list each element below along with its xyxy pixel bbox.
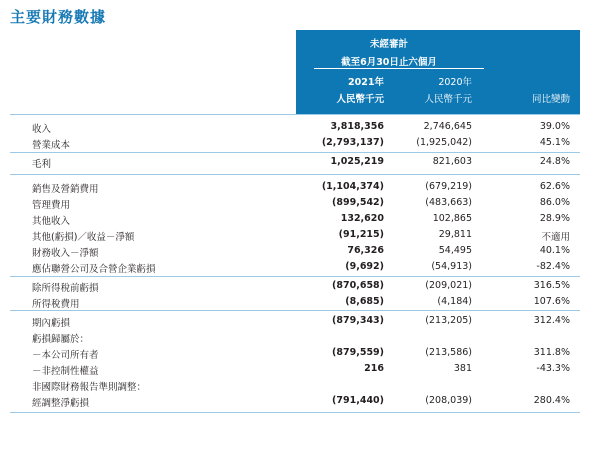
- value-change: 39.0%: [539, 121, 570, 132]
- table-row: [10, 294, 580, 310]
- header-year-2020: 2020年: [438, 77, 472, 88]
- header-change: 同比變動: [531, 94, 570, 105]
- row-label: 除所得稅前虧損: [32, 283, 99, 294]
- value-2020: (1,925,042): [416, 137, 472, 148]
- table-divider: [10, 310, 580, 311]
- value-2020: (209,021): [425, 280, 472, 291]
- value-2021: 76,326: [347, 245, 384, 256]
- value-change: 311.8%: [533, 347, 570, 358]
- table-row: [10, 211, 580, 227]
- table-header: [296, 30, 580, 114]
- value-2020: (208,039): [425, 395, 472, 406]
- header-year-2021: 2021年: [348, 77, 384, 88]
- row-label: －非控制性權益: [32, 366, 99, 377]
- row-label: 管理費用: [32, 200, 71, 211]
- row-label: 其他(虧損)／收益－淨額: [32, 232, 135, 243]
- table-divider: [10, 174, 580, 175]
- table-row: [10, 243, 580, 259]
- value-2021: 1,025,219: [330, 156, 384, 167]
- value-2020: 381: [453, 363, 472, 374]
- value-change: 24.8%: [539, 156, 570, 167]
- value-change: 86.0%: [539, 197, 570, 208]
- row-label: 財務收入－淨額: [32, 248, 99, 259]
- row-label: 營業成本: [32, 140, 71, 151]
- value-2020: (54,913): [431, 261, 472, 272]
- value-2021: 216: [364, 363, 384, 374]
- row-label: 收入: [32, 124, 52, 135]
- header-currency-2020: 人民幣千元: [424, 94, 472, 105]
- value-2020: (213,586): [425, 347, 472, 358]
- table-row: [10, 259, 580, 275]
- value-2021: (8,685): [345, 296, 384, 307]
- value-2020: (483,663): [425, 197, 472, 208]
- value-change: 107.6%: [533, 296, 570, 307]
- row-label: 毛利: [32, 159, 52, 170]
- row-label: 應佔聯營公司及合營企業虧損: [32, 264, 156, 275]
- value-2021: 132,620: [340, 213, 384, 224]
- value-change: 62.6%: [539, 181, 570, 192]
- header-currency-2021: 人民幣千元: [336, 94, 384, 105]
- value-change: 45.1%: [539, 137, 570, 148]
- row-label: 虧損歸屬於：: [32, 334, 90, 345]
- value-2021: 3,818,356: [330, 121, 384, 132]
- value-change: 28.9%: [539, 213, 570, 224]
- table-row: [10, 227, 580, 243]
- table-row: [10, 313, 580, 329]
- value-change: 312.4%: [533, 315, 570, 326]
- value-change: 280.4%: [533, 395, 570, 406]
- value-2021: (879,559): [332, 347, 384, 358]
- header-period: 截至6月30日止六個月: [341, 57, 437, 68]
- row-label: 期內虧損: [32, 318, 71, 329]
- value-change: 316.5%: [533, 280, 570, 291]
- table-row: [10, 361, 580, 377]
- value-2021: (899,542): [332, 197, 384, 208]
- table-divider: [10, 276, 580, 277]
- page-title: 主要財務數據: [10, 8, 107, 26]
- header-divider: [314, 68, 484, 69]
- value-2021: (870,658): [332, 280, 384, 291]
- value-2021: (2,793,137): [321, 137, 384, 148]
- table-row: [10, 377, 580, 393]
- table-divider: [10, 412, 580, 413]
- row-label: 經調整淨虧損: [32, 398, 90, 409]
- value-2020: (4,184): [437, 296, 472, 307]
- value-2020: (679,219): [425, 181, 472, 192]
- table-row: [10, 135, 580, 151]
- value-2021: (791,440): [332, 395, 384, 406]
- row-label: －本公司所有者: [32, 350, 99, 361]
- table-row: [10, 179, 580, 195]
- table-row: [10, 154, 580, 170]
- row-label: 非國際財務報告準則調整：: [32, 382, 147, 393]
- value-2020: 102,865: [432, 213, 472, 224]
- table-divider: [10, 152, 580, 153]
- header-unaudited: 未經審計: [369, 39, 408, 50]
- value-2021: (1,104,374): [321, 181, 384, 192]
- value-2020: 821,603: [432, 156, 472, 167]
- value-2020: 54,495: [438, 245, 472, 256]
- table-row: [10, 345, 580, 361]
- value-2021: (879,343): [332, 315, 384, 326]
- row-label: 其他收入: [32, 216, 71, 227]
- value-change: -43.3%: [536, 363, 570, 374]
- value-change: -82.4%: [536, 261, 570, 272]
- value-2021: (91,215): [338, 229, 384, 240]
- table-row: [10, 393, 580, 409]
- table-divider: [10, 114, 580, 115]
- table-row: [10, 195, 580, 211]
- row-label: 所得稅費用: [32, 299, 80, 310]
- value-change: 40.1%: [539, 245, 570, 256]
- value-2020: 2,746,645: [423, 121, 472, 132]
- table-row: [10, 329, 580, 345]
- value-change: 不適用: [541, 232, 570, 243]
- table-row: [10, 119, 580, 135]
- table-row: [10, 278, 580, 294]
- row-label: 銷售及營銷費用: [32, 184, 99, 195]
- value-2020: 29,811: [438, 229, 472, 240]
- value-2021: (9,692): [345, 261, 384, 272]
- value-2020: (213,205): [425, 315, 472, 326]
